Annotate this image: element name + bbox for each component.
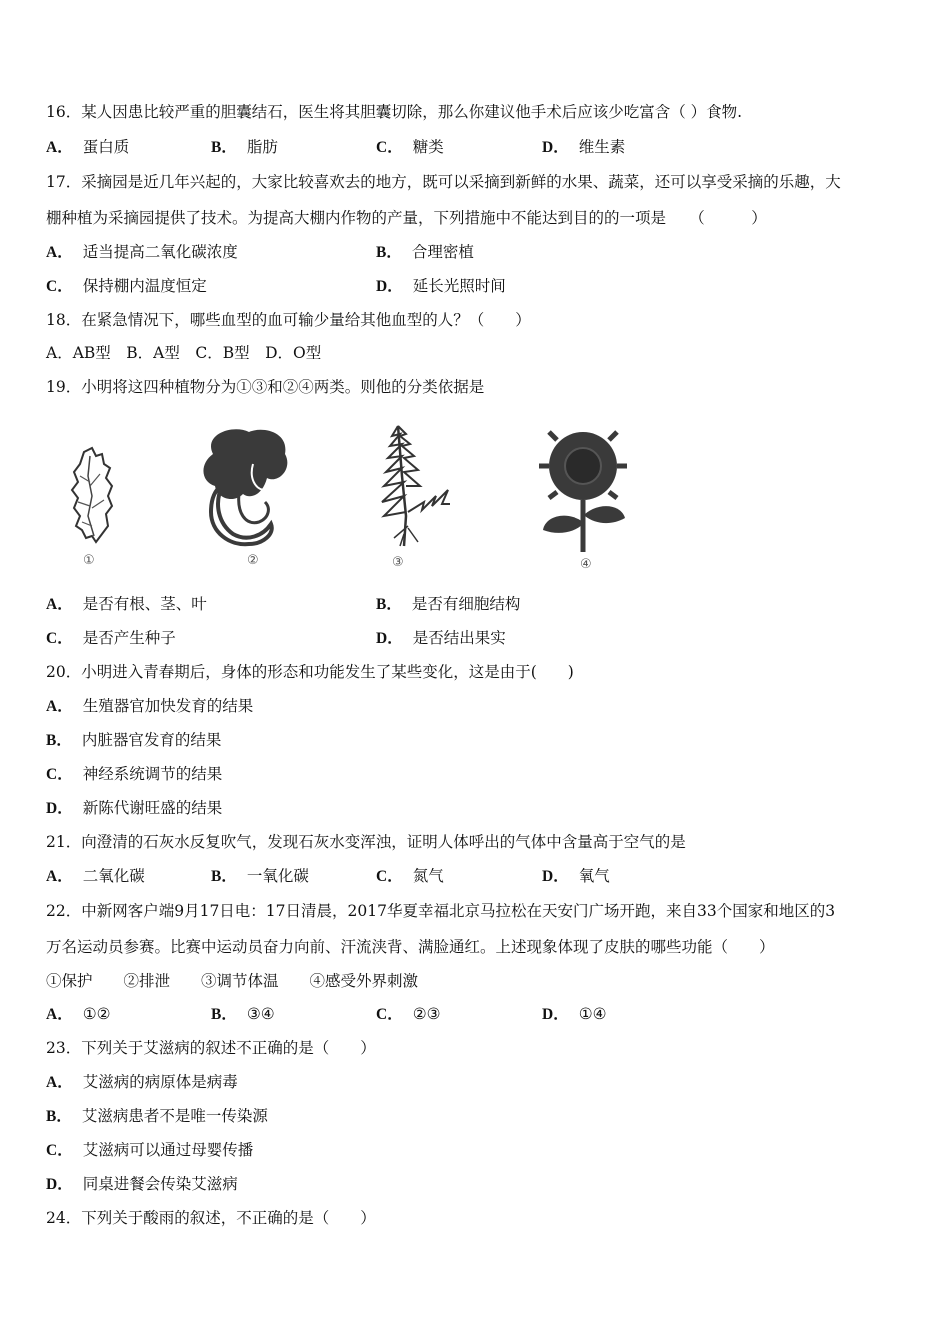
option-text: ③④ bbox=[246, 1005, 275, 1023]
q22-option-c bbox=[376, 1004, 441, 1025]
option-letter: B． bbox=[211, 1006, 237, 1023]
q16-option-a bbox=[46, 137, 129, 158]
q23-option-d bbox=[46, 1174, 238, 1195]
q20-option-d bbox=[46, 798, 222, 819]
q20-stem: 20．小明进入青春期后，身体的形态和功能发生了某些变化，这是由于( ) bbox=[46, 663, 574, 681]
q21-stem: 21．向澄清的石灰水反复吹气，发现石灰水变浑浊，证明人体呼出的气体中含量高于空气的是 bbox=[46, 833, 686, 851]
option-letter: C． bbox=[376, 868, 403, 885]
option-text: 二氧化碳 bbox=[82, 867, 145, 885]
option-text: 氧气 bbox=[578, 867, 610, 885]
option-letter: D． bbox=[46, 800, 73, 817]
option-text: ①④ bbox=[578, 1005, 607, 1023]
option-text: 生殖器官加快发育的结果 bbox=[82, 697, 254, 715]
figure-label-3: ③ bbox=[392, 555, 404, 570]
option-text: ②③ bbox=[412, 1005, 441, 1023]
option-letter: C． bbox=[46, 766, 73, 783]
q17-option-a bbox=[46, 242, 238, 263]
option-text: 延长光照时间 bbox=[412, 277, 506, 295]
option-letter: A． bbox=[46, 139, 73, 156]
option-letter: C． bbox=[46, 630, 73, 647]
q19-option-b bbox=[376, 594, 520, 615]
option-text: ①② bbox=[82, 1005, 111, 1023]
option-letter: C． bbox=[376, 1006, 403, 1023]
q17-option-c bbox=[46, 276, 207, 297]
q23-stem: 23．下列关于艾滋病的叙述不正确的是（ ） bbox=[46, 1039, 376, 1057]
option-letter: B． bbox=[211, 868, 237, 885]
q23-option-b bbox=[46, 1106, 268, 1127]
option-text: 是否有细胞结构 bbox=[411, 595, 521, 613]
option-text: 是否产生种子 bbox=[82, 629, 176, 647]
option-text: 糖类 bbox=[412, 138, 444, 156]
option-text: 维生素 bbox=[578, 138, 626, 156]
q19-option-c bbox=[46, 628, 176, 649]
q20-option-c bbox=[46, 764, 222, 785]
plant-3-fern-figure bbox=[364, 416, 454, 550]
q16-option-b bbox=[211, 137, 278, 158]
q20-option-a bbox=[46, 696, 253, 717]
q19-option-d bbox=[376, 628, 506, 649]
q17-option-b bbox=[376, 242, 474, 263]
q18-stem: 18．在紧急情况下，哪些血型的血可输少量给其他血型的人？（ ） bbox=[46, 311, 531, 329]
q19-option-a bbox=[46, 594, 207, 615]
option-letter: D． bbox=[542, 1006, 569, 1023]
option-text: 艾滋病的病原体是病毒 bbox=[82, 1073, 238, 1091]
option-text: 同桌进餐会传染艾滋病 bbox=[82, 1175, 238, 1193]
q16-option-d bbox=[542, 137, 625, 158]
q17-stem-line1: 17．采摘园是近几年兴起的，大家比较喜欢去的地方，既可以采摘到新鲜的水果、蔬菜，还可以享受采摘的乐趣，大 bbox=[46, 173, 841, 191]
option-letter: A． bbox=[46, 596, 73, 613]
figure-label-4: ④ bbox=[580, 557, 592, 572]
option-letter: A． bbox=[46, 868, 73, 885]
option-text: 适当提高二氧化碳浓度 bbox=[82, 243, 238, 261]
option-text: 神经系统调节的结果 bbox=[82, 765, 223, 783]
plant-1-moss-figure bbox=[66, 446, 124, 546]
q22-stem-line2: 万名运动员参赛。比赛中运动员奋力向前、汗流浃背、满脸通红。上述现象体现了皮肤的哪些功能（ ） bbox=[46, 938, 775, 956]
option-letter: C． bbox=[46, 1142, 73, 1159]
q24-stem: 24．下列关于酸雨的叙述，不正确的是（ ） bbox=[46, 1209, 376, 1227]
option-letter: A． bbox=[46, 1006, 73, 1023]
option-text: 合理密植 bbox=[411, 243, 474, 261]
option-text: 脂肪 bbox=[246, 138, 278, 156]
q16-stem: 16．某人因患比较严重的胆囊结石，医生将其胆囊切除，那么你建议他手术后应该少吃富含（ ）食物. bbox=[46, 103, 743, 121]
q22-stem-line1: 22．中新网客户端9月17日电：17日清晨，2017华夏幸福北京马拉松在天安门广场开跑，来自33个国家和地区的3 bbox=[46, 902, 836, 920]
option-letter: A． bbox=[46, 698, 73, 715]
q16-option-c bbox=[376, 137, 444, 158]
option-letter: D． bbox=[542, 868, 569, 885]
figure-label-1: ① bbox=[83, 553, 95, 568]
option-letter: B． bbox=[46, 1108, 72, 1125]
q22-option-d bbox=[542, 1004, 607, 1025]
q22-items: ①保护 ②排泄 ③调节体温 ④感受外界刺激 bbox=[46, 972, 419, 990]
option-letter: D． bbox=[542, 139, 569, 156]
option-text: 蛋白质 bbox=[82, 138, 130, 156]
option-text: 氮气 bbox=[412, 867, 444, 885]
q18-options: A．AB型 B．A型 C．B型 D．O型 bbox=[46, 344, 322, 362]
option-letter: B． bbox=[376, 244, 402, 261]
option-letter: D． bbox=[376, 630, 403, 647]
option-letter: D． bbox=[376, 278, 403, 295]
option-text: 保持棚内温度恒定 bbox=[82, 277, 207, 295]
q23-option-a bbox=[46, 1072, 238, 1093]
option-text: 内脏器官发育的结果 bbox=[81, 731, 222, 749]
option-letter: D． bbox=[46, 1176, 73, 1193]
plant-4-sunflower-figure bbox=[537, 426, 631, 556]
q17-stem-line2: 棚种植为采摘园提供了技术。为提高大棚内作物的产量，下列措施中不能达到目的的一项是 （ ） bbox=[46, 209, 767, 227]
q21-option-b bbox=[211, 866, 309, 887]
q21-option-d bbox=[542, 866, 610, 887]
option-letter: A． bbox=[46, 244, 73, 261]
option-letter: B． bbox=[46, 732, 72, 749]
option-letter: B． bbox=[376, 596, 402, 613]
option-text: 是否结出果实 bbox=[412, 629, 506, 647]
option-letter: C． bbox=[376, 139, 403, 156]
option-text: 新陈代谢旺盛的结果 bbox=[82, 799, 223, 817]
q22-option-b bbox=[211, 1004, 275, 1025]
q21-option-a bbox=[46, 866, 145, 887]
figure-label-2: ② bbox=[247, 553, 259, 568]
q22-option-a bbox=[46, 1004, 111, 1025]
q17-option-d bbox=[376, 276, 506, 297]
option-letter: B． bbox=[211, 139, 237, 156]
q21-option-c bbox=[376, 866, 444, 887]
option-text: 是否有根、茎、叶 bbox=[82, 595, 207, 613]
q23-option-c bbox=[46, 1140, 253, 1161]
option-text: 一氧化碳 bbox=[246, 867, 309, 885]
option-text: 艾滋病患者不是唯一传染源 bbox=[81, 1107, 268, 1125]
q19-stem: 19．小明将这四种植物分为①③和②④两类。则他的分类依据是 bbox=[46, 378, 485, 396]
plant-2-alga-figure bbox=[193, 424, 297, 548]
option-letter: C． bbox=[46, 278, 73, 295]
option-letter: A． bbox=[46, 1074, 73, 1091]
q20-option-b bbox=[46, 730, 221, 751]
option-text: 艾滋病可以通过母婴传播 bbox=[82, 1141, 254, 1159]
